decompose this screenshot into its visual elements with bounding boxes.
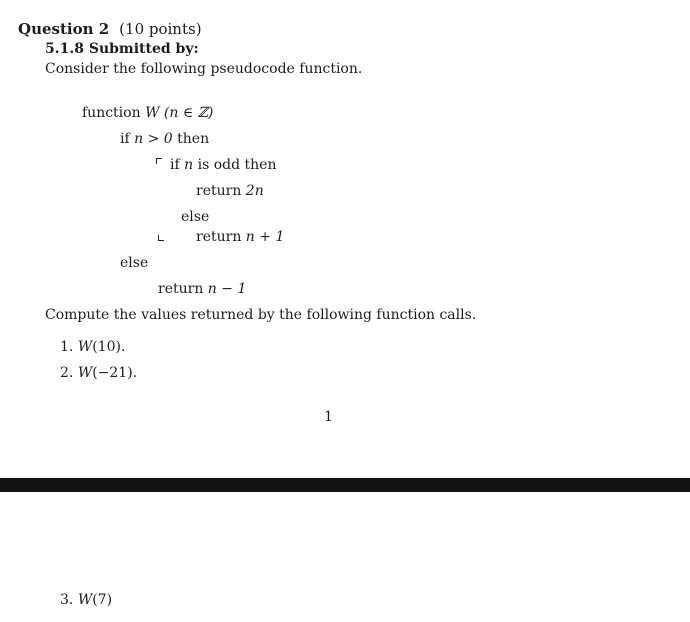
list-item (60, 591, 112, 609)
pseudocode-return-2n-line (196, 182, 264, 200)
intro-text: Consider the following pseudocode function. (45, 61, 363, 77)
pseudocode-inner-else: else (181, 209, 210, 225)
page-break-divider (0, 478, 690, 492)
item-arg: (7) (92, 592, 113, 608)
pseudocode-if-odd-line (170, 156, 276, 174)
if-keyword: if (120, 131, 130, 147)
return-keyword: return (196, 183, 242, 199)
item-number: 1. (60, 339, 74, 355)
item-func: W (77, 339, 93, 355)
return-keyword: return (158, 281, 204, 297)
pseudocode-outer-else: else (120, 255, 149, 271)
pseudocode-function-line (82, 104, 213, 122)
section-subheading: 5.1.8 Submitted by: (45, 41, 199, 57)
list-item (60, 338, 125, 356)
list-item (60, 364, 137, 382)
return-keyword: return (196, 229, 242, 245)
if-variable: n (184, 157, 194, 173)
pseudocode-return-n-minus-1-line (158, 280, 246, 298)
return-value: 2n (245, 183, 264, 199)
prompt-text: Compute the values returned by the following function calls. (45, 307, 477, 323)
if-odd-text: is odd then (197, 157, 277, 173)
if-keyword: if (170, 157, 180, 173)
item-func: W (77, 592, 93, 608)
item-func: W (77, 365, 93, 381)
return-value: n + 1 (245, 229, 285, 245)
block-bracket-top (156, 158, 162, 164)
item-arg: (10) (92, 339, 121, 355)
function-keyword: function (82, 105, 141, 121)
question-heading (18, 20, 202, 38)
then-keyword: then (177, 131, 210, 147)
function-name: W (145, 105, 160, 121)
question-label: Question 2 (18, 20, 110, 38)
page-number: 1 (324, 409, 333, 425)
if-condition: n > 0 (134, 131, 173, 147)
block-bracket-bottom (158, 235, 164, 241)
pseudocode-return-n-plus-1-line (196, 228, 284, 246)
item-arg: (−21) (92, 365, 133, 381)
item-end: . (120, 339, 126, 355)
item-end: . (132, 365, 138, 381)
function-param: (n ∈ ℤ) (163, 105, 214, 121)
question-points: (10 points) (119, 20, 202, 38)
item-number: 3. (60, 592, 74, 608)
item-number: 2. (60, 365, 74, 381)
pseudocode-if-positive-line (120, 130, 209, 148)
return-value: n − 1 (207, 281, 247, 297)
